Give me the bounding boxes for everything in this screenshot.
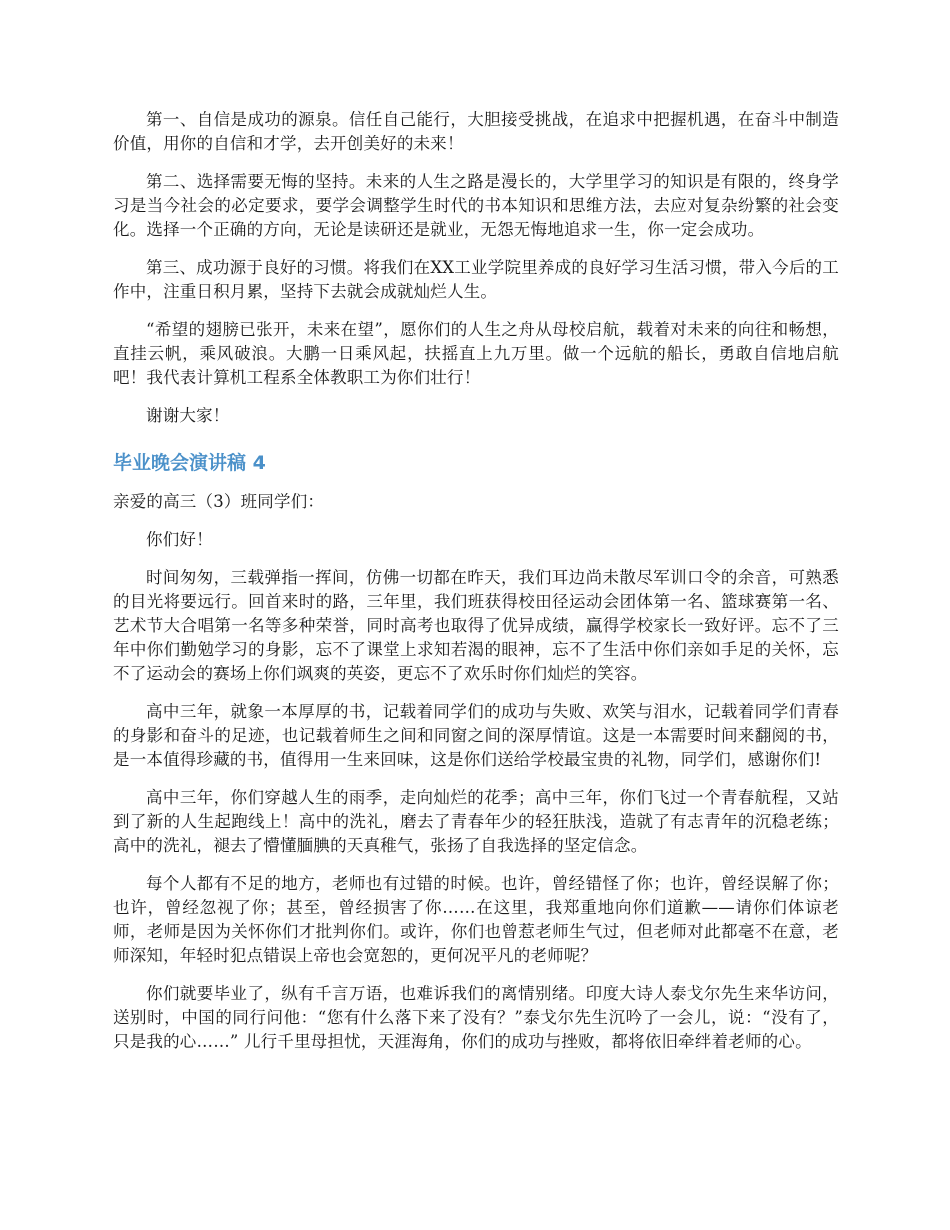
paragraph-greeting: 你们好！	[146, 530, 213, 549]
paragraph-hope-wings: “希望的翅膀已张开，未来在望”，愿你们的人生之舟从母校启航，载着对未来的向往和畅想，直挂云帆，乘风破浪。大鹏一日乘风起，扶摇直上九万里。做一个远航的船长，勇敢自信地启航吧！我代表计算机工程系全体教职工为你们壮行！	[113, 320, 839, 387]
paragraph-third-habits: 第三、成功源于良好的习惯。将我们在XX工业学院里养成的良好学习生活习惯，带入今后的工作中，注重日积月累，坚持下去就会成就灿烂人生。	[113, 258, 839, 301]
paragraph-rainy-season: 高中三年，你们穿越人生的雨季，走向灿烂的花季；高中三年，你们飞过一个青春航程，又站到了新的人生起跑线上！高中的洗礼，磨去了青春年少的轻狂肤浅，造就了有志青年的沉稳老练；高中的洗礼，褪去了懵懂腼腆的天真稚气，张扬了自我选择的坚定信念。	[113, 788, 839, 855]
paragraph-farewell: 你们就要毕业了，纵有千言万语，也难诉我们的离情别绪。印度大诗人泰戈尔先生来华访问，送别时，中国的同行问他：“您有什么落下来了没有？”泰戈尔先生沉吟了一会儿，说：“没有了，只是我的心……” 儿行千里母担忧，天涯海角，你们的成功与挫败，都将依旧牵绊着老师的心。	[113, 984, 839, 1051]
salutation: 亲爱的高三（3）班同学们：	[113, 492, 325, 511]
document-page	[113, 108, 839, 1068]
paragraph-time-flies: 时间匆匆，三载弹指一挥间，仿佛一切都在昨天，我们耳边尚未散尽军训口令的余音，可熟悉的目光将要远行。回首来时的路，三年里，我们班获得校田径运动会团体第一名、篮球赛第一名、艺术节大合唱第一名等多种荣誉，同时高考也取得了优异成绩，赢得学校家长一致好评。忘不了三年中你们勤勉学习的身影，忘不了课堂上求知若渴的眼神，忘不了生活中你们亲如手足的关怀，忘不了运动会的赛场上你们飒爽的英姿，更忘不了欢乐时你们灿烂的笑容。	[113, 568, 839, 683]
paragraph-first-confidence: 第一、自信是成功的源泉。信任自己能行，大胆接受挑战，在追求中把握机遇，在奋斗中制造价值，用你的自信和才学，去开创美好的未来！	[113, 110, 839, 153]
section-heading: 毕业晚会演讲稿 4	[113, 452, 266, 474]
paragraph-thick-book: 高中三年，就象一本厚厚的书，记载着同学们的成功与失败、欢笑与泪水，记载着同学们青春的身影和奋斗的足迹，也记载着师生之间和同窗之间的深厚情谊。这是一本需要时间来翻阅的书，是一本值得珍藏的书，值得用一生来回味，这是你们送给学校最宝贵的礼物，同学们，感谢你们!	[113, 702, 839, 769]
paragraph-apology: 每个人都有不足的地方，老师也有过错的时候。也许，曾经错怪了你；也许，曾经误解了你；也许，曾经忽视了你；甚至，曾经损害了你……在这里，我郑重地向你们道歉——请你们体谅老师，老师是因为关怀你们才批判你们。或许，你们也曾惹老师生气过，但老师对此都毫不在意，老师深知，年轻时犯点错误上帝也会宽恕的，更何况平凡的老师呢？	[113, 874, 839, 965]
paragraph-second-persistence: 第二、选择需要无悔的坚持。未来的人生之路是漫长的，大学里学习的知识是有限的，终身学习是当今社会的必定要求，要学会调整学生时代的书本知识和思维方法，去应对复杂纷繁的社会变化。选择一个正确的方向，无论是读研还是就业，无怨无悔地追求一生，你一定会成功。	[113, 172, 839, 239]
paragraph-thanks: 谢谢大家！	[146, 406, 230, 425]
